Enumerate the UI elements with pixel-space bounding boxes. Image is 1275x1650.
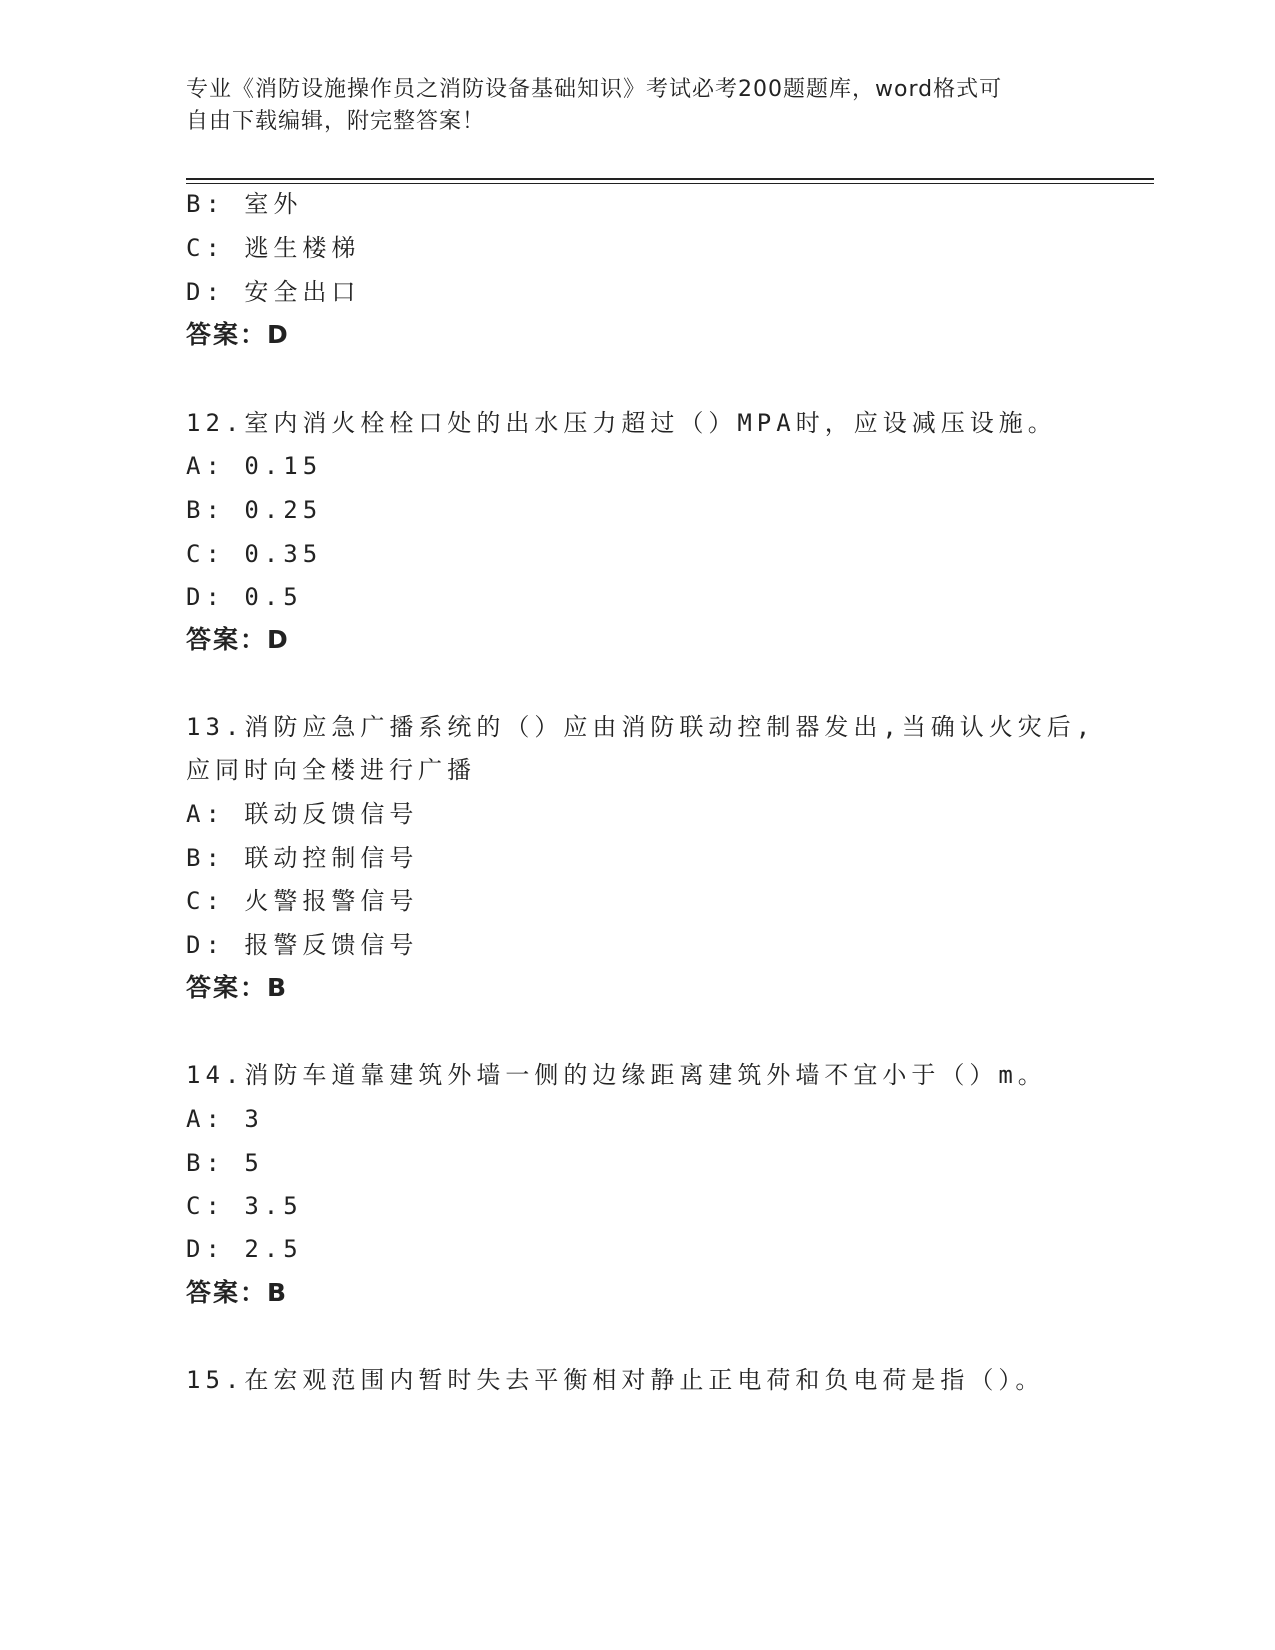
option-b-q14: B: 5: [186, 1149, 264, 1177]
header-divider-thin: [186, 183, 1154, 184]
document-header: [186, 74, 1066, 138]
option-b-q11: B: 室外: [186, 190, 303, 218]
header-line-1: 专业《消防设施操作员之消防设备基础知识》考试必考200题题库，word格式可: [186, 77, 1003, 102]
option-c-q11: C: 逃生楼梯: [186, 234, 361, 262]
question-13-line-1: 13.消防应急广播系统的（）应由消防联动控制器发出,当确认火灾后,: [186, 713, 1096, 741]
option-d-q11: D: 安全出口: [186, 278, 361, 306]
question-12: 12.室内消火栓栓口处的出水压力超过（）MPA时，应设减压设施。: [186, 409, 1057, 437]
answer-q14: 答案：B: [186, 1278, 289, 1307]
option-a-q12: A: 0.15: [186, 452, 323, 480]
option-c-q13: C: 火警报警信号: [186, 887, 419, 915]
question-14: 14.消防车道靠建筑外墙一侧的边缘距离建筑外墙不宜小于（）m。: [186, 1061, 1047, 1089]
answer-q12: 答案：D: [186, 625, 290, 654]
header-divider-thick: [186, 178, 1154, 180]
option-b-q12: B: 0.25: [186, 496, 323, 524]
question-13-line-2: 应同时向全楼进行广播: [186, 756, 476, 784]
option-c-q14: C: 3.5: [186, 1192, 303, 1220]
option-a-q14: A: 3: [186, 1105, 264, 1133]
option-d-q14: D: 2.5: [186, 1235, 303, 1263]
option-a-q13: A: 联动反馈信号: [186, 800, 419, 828]
header-line-2: 自由下载编辑，附完整答案！: [186, 109, 486, 134]
option-b-q13: B: 联动控制信号: [186, 844, 419, 872]
option-d-q13: D: 报警反馈信号: [186, 931, 419, 959]
answer-q13: 答案：B: [186, 973, 289, 1002]
answer-q11: 答案：D: [186, 320, 290, 349]
option-d-q12: D: 0.5: [186, 583, 303, 611]
option-c-q12: C: 0.35: [186, 540, 323, 568]
question-15: 15.在宏观范围内暂时失去平衡相对静止正电荷和负电荷是指（）。: [186, 1366, 1045, 1394]
